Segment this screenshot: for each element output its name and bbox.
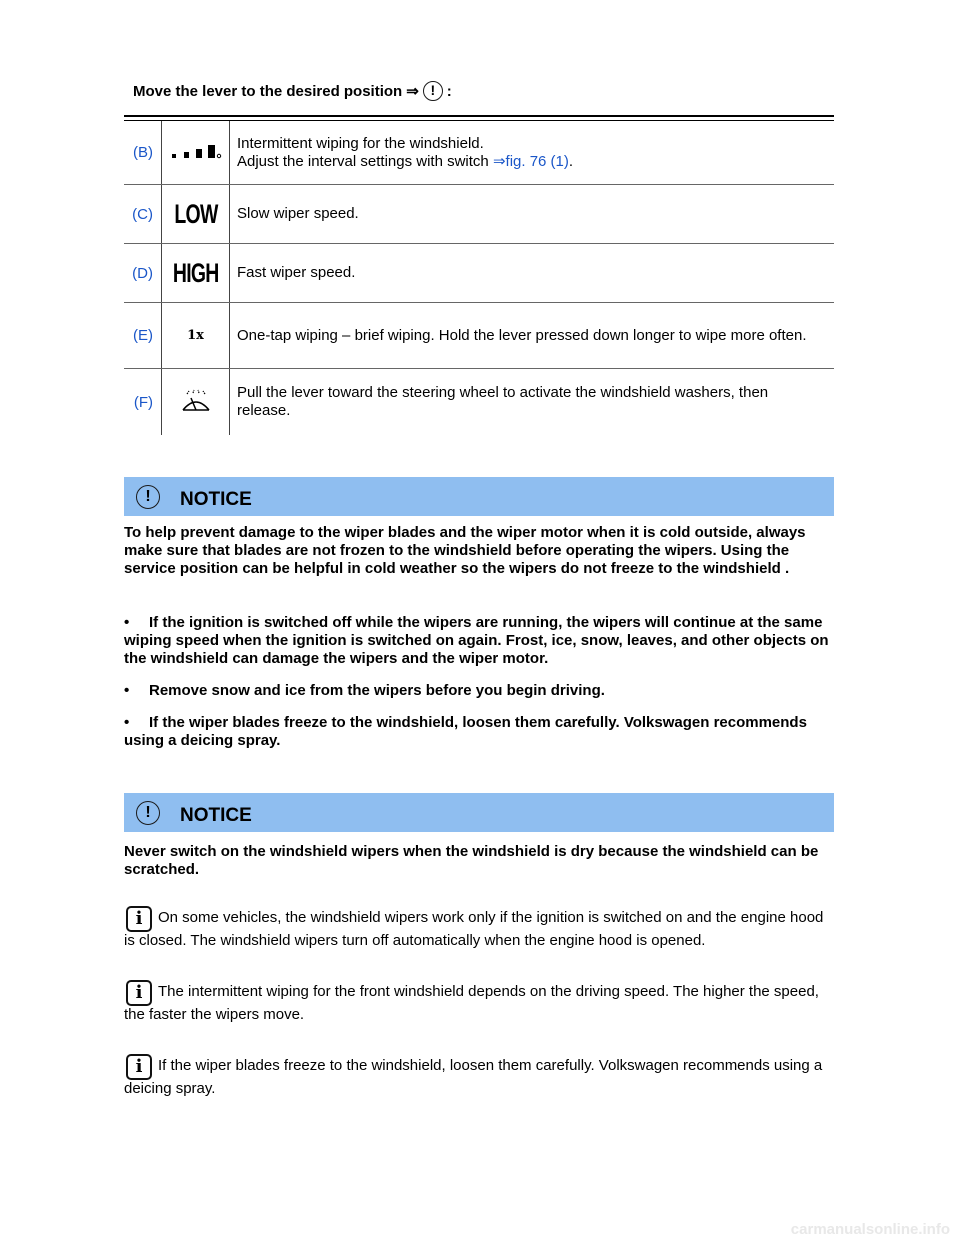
low-speed-icon: LOW xyxy=(162,185,230,243)
warning-icon: ! xyxy=(136,485,160,509)
notice-title: NOTICE xyxy=(180,488,252,510)
table-row xyxy=(124,185,834,244)
footer-watermark: carmanualsonline.info xyxy=(790,1221,950,1238)
notice-banner xyxy=(124,477,834,516)
notice-text: Never switch on the windshield wipers when the windshield is dry because the windshield can be scratched. xyxy=(124,843,819,878)
position-key: (B) xyxy=(124,121,162,184)
row-description xyxy=(230,244,834,302)
table-row xyxy=(124,303,834,369)
notice-banner xyxy=(124,793,834,832)
position-key: (C) xyxy=(124,185,162,243)
desc-line: One-tap wiping – brief wiping. Hold the lever pressed down longer to wipe more often. xyxy=(237,326,807,344)
bullet-glyph: • xyxy=(124,614,130,631)
desc-line: Slow wiper speed. xyxy=(237,205,359,222)
bullet-glyph: • xyxy=(124,714,130,731)
info-note: i If the wiper blades freeze to the windshield, loosen them carefully. Volkswagen recommends using a deicing spray. xyxy=(124,1056,823,1097)
position-key: (D) xyxy=(124,244,162,302)
wiper-position-table xyxy=(124,121,834,435)
arrow-glyph: ⇒ xyxy=(406,83,419,100)
position-key: (E) xyxy=(124,303,162,368)
bullet-glyph: • xyxy=(124,682,130,699)
intro-text: Move the lever to the desired position xyxy=(133,82,403,100)
row-description xyxy=(230,185,834,243)
notice-bullet: • If the ignition is switched off while the wipers are running, the wipers will continue at the same wiping speed when the ignition is switched on again. Frost, ice, snow, leaves, and other objects on the windshield can damage the wipers and the wiper motor. xyxy=(124,614,829,667)
desc-line: Intermittent wiping for the windshield. xyxy=(237,134,484,152)
high-speed-icon: HIGH xyxy=(162,244,230,302)
row-description xyxy=(230,369,834,435)
row-description xyxy=(230,121,834,184)
intermittent-wipe-icon xyxy=(162,121,230,184)
warning-icon: ! xyxy=(423,81,443,101)
info-note: i The intermittent wiping for the front windshield depends on the driving speed. The higher the speed, the faster the wipers move. xyxy=(124,982,819,1023)
table-row xyxy=(124,244,834,303)
warning-icon: ! xyxy=(136,801,160,825)
info-note: i On some vehicles, the windshield wipers work only if the ignition is switched on and the engine hood is closed. The windshield wipers turn off automatically when the engine hood is opened. xyxy=(124,908,824,949)
fig-link[interactable]: ⇒fig. 76 (1) xyxy=(492,152,569,170)
notice-intro: To help prevent damage to the wiper blades and the wiper motor when it is cold outside, always make sure that blades are not frozen to the windshield before operating the wipers. Using the service position can be helpful in cold weather so the wipers do not freeze to the windshield . xyxy=(124,524,806,577)
row-description xyxy=(230,303,834,368)
intro-line xyxy=(133,81,452,101)
info-icon: i xyxy=(126,1054,152,1080)
desc-line: Fast wiper speed. xyxy=(237,264,356,281)
washer-icon xyxy=(162,369,230,435)
position-key: (F) xyxy=(124,369,162,435)
desc-line: Adjust the interval settings with switch ⇒fig. 76 (1). xyxy=(237,152,574,170)
notice-bullet: • If the wiper blades freeze to the windshield, loosen them carefully. Volkswagen recommends using a deicing spray. xyxy=(124,714,807,749)
table-row xyxy=(124,121,834,185)
desc-line: Pull the lever toward the steering wheel to activate the windshield washers, then release. xyxy=(237,384,769,419)
info-icon: i xyxy=(126,906,152,932)
notice-bullet: • Remove snow and ice from the wipers before you begin driving. xyxy=(124,682,605,699)
table-row xyxy=(124,369,834,435)
one-tap-icon: 1x xyxy=(162,303,230,368)
notice-title: NOTICE xyxy=(180,804,252,826)
info-icon: i xyxy=(126,980,152,1006)
intro-colon: : xyxy=(446,82,452,100)
